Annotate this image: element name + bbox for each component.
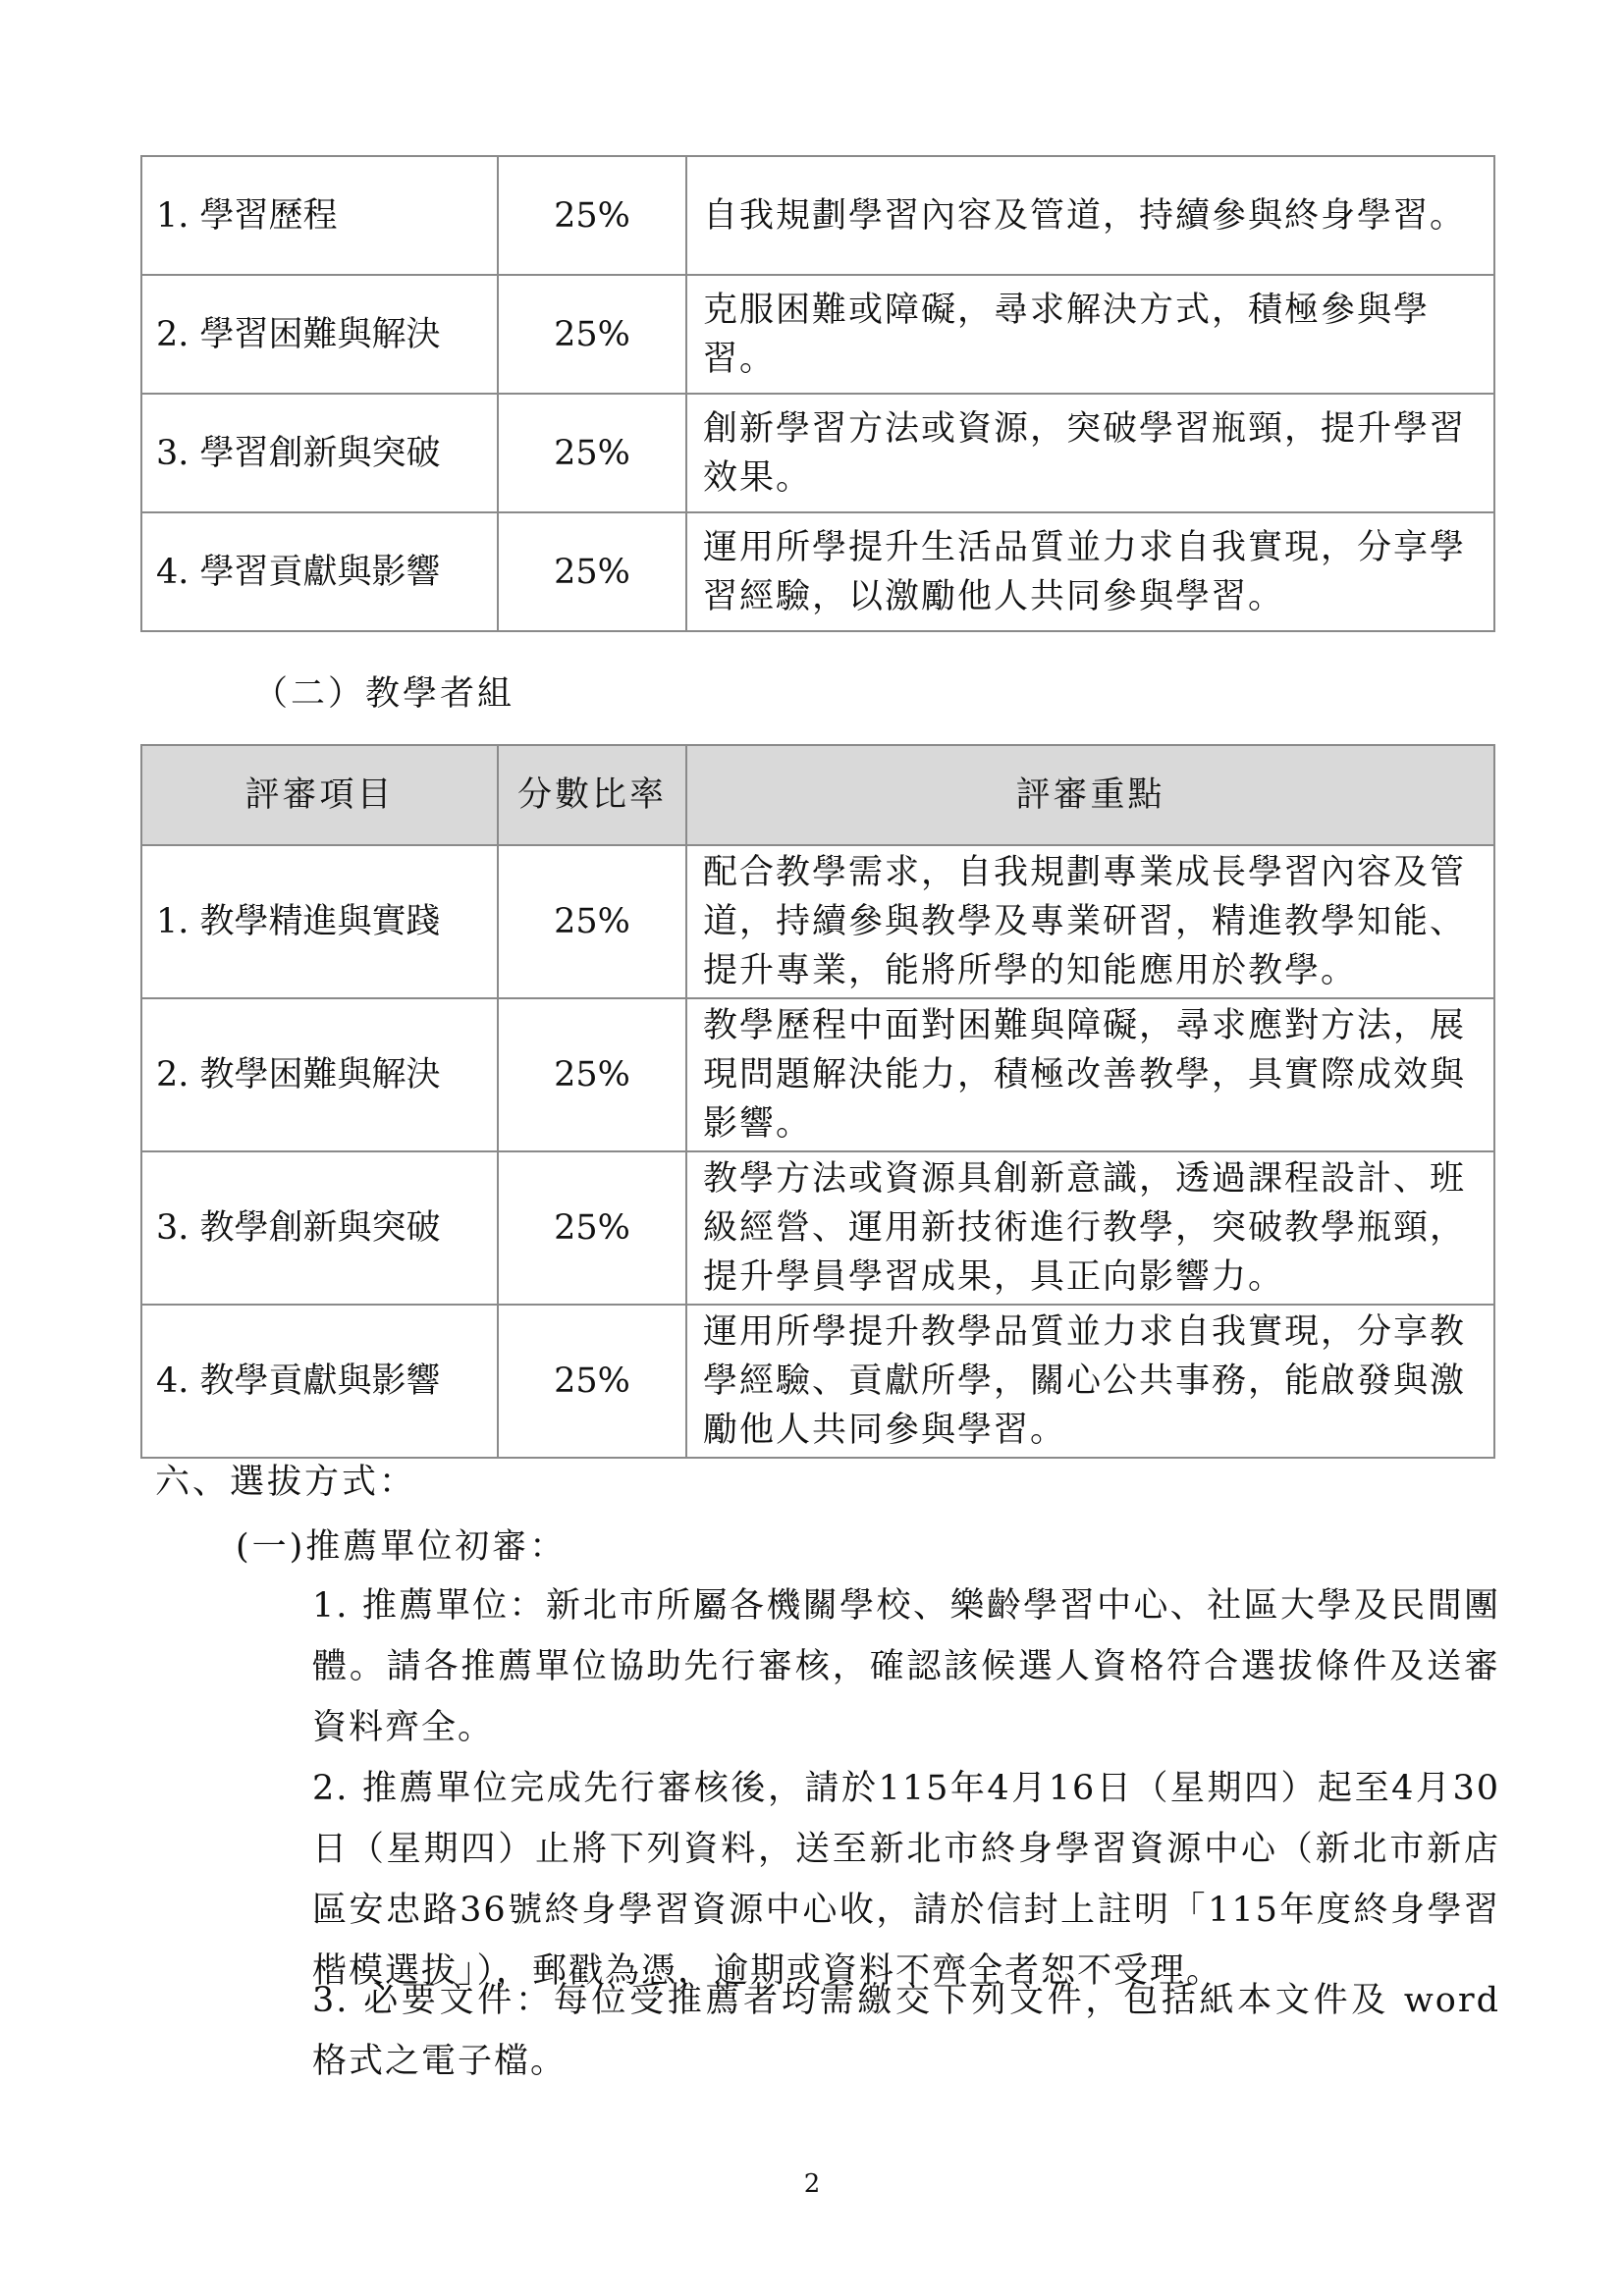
learner-criteria-table (140, 155, 1495, 632)
score-ratio: 25% (498, 998, 686, 1151)
paragraph-recommending-units: 1. 推薦單位：新北市所屬各機關學校、樂齡學習中心、社區大學及民間團體。請各推薦單位協助先行審核，確認該候選人資格符合選拔條件及送審資料齊全。 (312, 1586, 1500, 1747)
header-score-ratio: 分數比率 (498, 745, 686, 845)
review-focus: 創新學習方法或資源，突破學習瓶頸，提升學習效果。 (686, 394, 1494, 512)
score-ratio: 25% (498, 512, 686, 631)
criteria-item: 2. 學習困難與解決 (141, 275, 498, 394)
score-ratio: 25% (498, 1305, 686, 1458)
teacher-criteria-table (140, 744, 1495, 1459)
criteria-item: 1. 教學精進與實踐 (141, 845, 498, 998)
review-focus: 配合教學需求，自我規劃專業成長學習內容及管道，持續參與教學及專業研習，精進教學知能、提升專業，能將所學的知能應用於教學。 (686, 845, 1494, 998)
review-focus: 教學方法或資源具創新意識，透過課程設計、班級經營、運用新技術進行教學，突破教學瓶頸，提升學員學習成果，具正向影響力。 (686, 1151, 1494, 1305)
subsection-heading-preliminary-review: (一)推薦單位初審： (236, 1527, 568, 1567)
criteria-item: 1. 學習歷程 (141, 156, 498, 275)
table-row (141, 275, 1494, 394)
table-row (141, 512, 1494, 631)
score-ratio: 25% (498, 394, 686, 512)
criteria-item: 4. 學習貢獻與影響 (141, 512, 498, 631)
review-focus: 克服困難或障礙，尋求解決方式，積極參與學習。 (686, 275, 1494, 394)
criteria-item: 4. 教學貢獻與影響 (141, 1305, 498, 1458)
table-row (141, 998, 1494, 1151)
criteria-item: 3. 教學創新與突破 (141, 1151, 498, 1305)
review-focus: 教學歷程中面對困難與障礙，尋求應對方法，展現問題解決能力，積極改善教學，具實際成效與影響。 (686, 998, 1494, 1151)
score-ratio: 25% (498, 156, 686, 275)
table-row (141, 156, 1494, 275)
criteria-item: 2. 教學困難與解決 (141, 998, 498, 1151)
header-criteria-item: 評審項目 (141, 745, 498, 845)
score-ratio: 25% (498, 845, 686, 998)
paragraph-submission-deadline: 2. 推薦單位完成先行審核後，請於115年4月16日（星期四）起至4月30日（星期四）止將下列資料，送至新北市終身學習資源中心（新北市新店區安忠路36號終身學習資源中心收，請於信封上註明「115年度終身學習楷模選拔」），郵戳為憑，逾期或資料不齊全者恕不受理。 (312, 1769, 1500, 1991)
section-heading-teacher-group: （二）教學者組 (253, 674, 515, 714)
score-ratio: 25% (498, 1151, 686, 1305)
table-row (141, 394, 1494, 512)
table-row (141, 1305, 1494, 1458)
section-heading-selection-method: 六、選拔方式： (155, 1463, 417, 1502)
table-header-row (141, 745, 1494, 845)
header-review-focus: 評審重點 (686, 745, 1494, 845)
review-focus: 運用所學提升生活品質並力求自我實現，分享學習經驗，以激勵他人共同參與學習。 (686, 512, 1494, 631)
table-row (141, 845, 1494, 998)
criteria-item: 3. 學習創新與突破 (141, 394, 498, 512)
review-focus: 自我規劃學習內容及管道，持續參與終身學習。 (686, 156, 1494, 275)
page-number: 2 (803, 2169, 821, 2199)
score-ratio: 25% (498, 275, 686, 394)
table-row (141, 1151, 1494, 1305)
review-focus: 運用所學提升教學品質並力求自我實現，分享教學經驗、貢獻所學，關心公共事務，能啟發與激勵他人共同參與學習。 (686, 1305, 1494, 1458)
paragraph-required-documents: 3. 必要文件：每位受推薦者均需繳交下列文件，包括紙本文件及 word 格式之電子檔。 (312, 1981, 1500, 2081)
